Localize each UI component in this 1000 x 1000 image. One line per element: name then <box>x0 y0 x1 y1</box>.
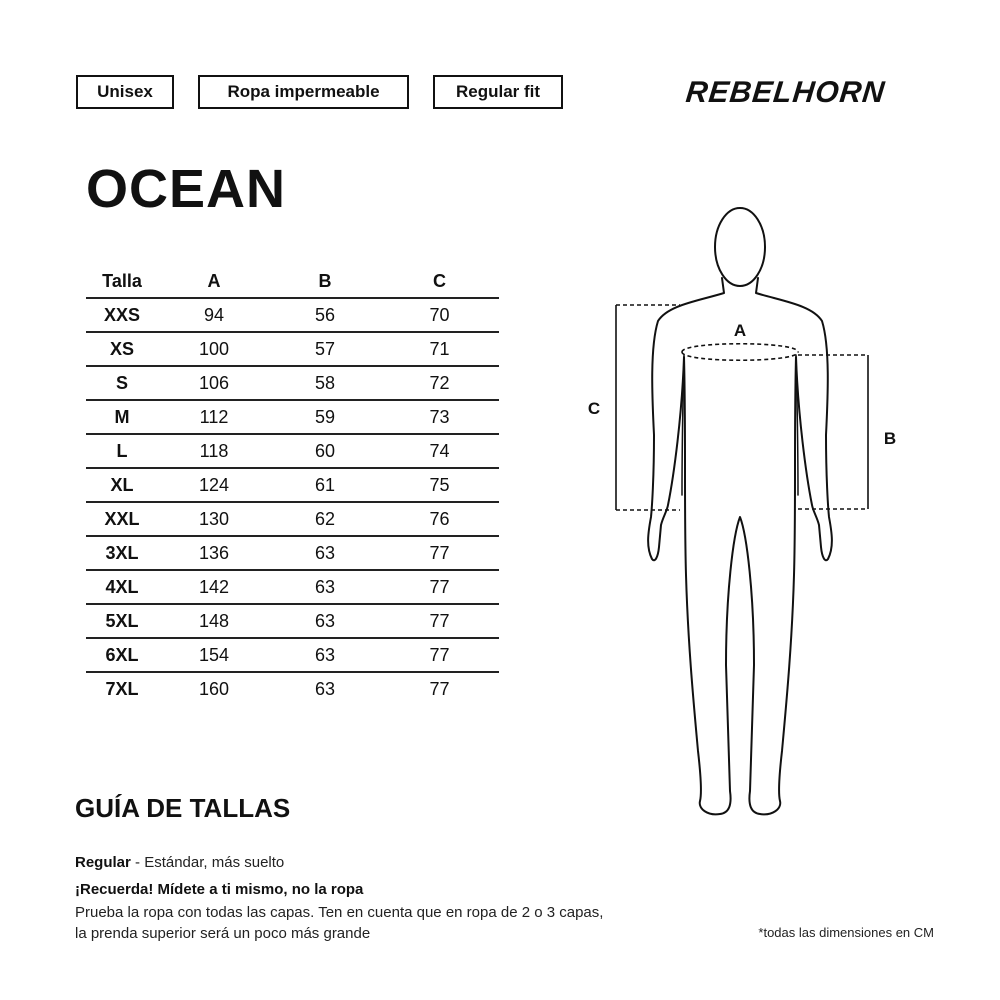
reminder-line-2: la prenda superior será un poco más grande <box>75 925 371 942</box>
value-b-cell: 63 <box>270 536 380 570</box>
value-c-cell: 76 <box>380 502 499 536</box>
value-a-cell: 160 <box>198 678 230 699</box>
value-c-cell: 71 <box>380 332 499 366</box>
value-c-cell: 77 <box>380 638 499 672</box>
size-table <box>86 266 499 705</box>
value-a-cell: 136 <box>158 536 270 570</box>
value-c-cell: 77 <box>380 536 499 570</box>
fit-description <box>75 854 284 871</box>
value-a-cell: 124 <box>158 468 270 502</box>
tag-waterproof: Ropa impermeable <box>198 75 409 109</box>
value-b-cell: 60 <box>270 434 380 468</box>
value-a-cell: 130 <box>158 502 270 536</box>
table-row <box>86 536 499 570</box>
value-a-cell: 154 <box>158 638 270 672</box>
size-cell: 5XL <box>86 604 158 638</box>
table-row <box>86 298 499 332</box>
value-c-cell: 72 <box>380 366 499 400</box>
value-b-cell: 59 <box>270 400 380 434</box>
table-row <box>86 468 499 502</box>
size-cell: 6XL <box>86 638 158 672</box>
value-c-cell: 75 <box>380 468 499 502</box>
table-row <box>86 638 499 672</box>
brand-logo: REBELHORN <box>684 76 887 109</box>
value-c-cell: 74 <box>380 434 499 468</box>
table-row <box>86 434 499 468</box>
guide-title: GUÍA DE TALLAS <box>75 793 291 823</box>
body-measurement-diagram <box>570 195 900 835</box>
reminder-title: ¡Recuerda! Mídete a ti mismo, no la ropa <box>75 881 364 898</box>
value-b-cell: 63 <box>314 678 336 699</box>
size-cell: 7XL <box>105 678 139 699</box>
tag-unisex: Unisex <box>76 75 174 109</box>
value-c-cell: 77 <box>429 678 450 699</box>
value-c-cell: 70 <box>380 298 499 332</box>
size-cell: M <box>86 400 158 434</box>
value-a-cell: 94 <box>158 298 270 332</box>
header-a: A <box>158 266 270 298</box>
header-b: B <box>270 266 380 298</box>
table-row <box>86 502 499 536</box>
product-title: OCEAN <box>86 159 287 219</box>
value-a-cell: 142 <box>158 570 270 604</box>
size-cell: 3XL <box>86 536 158 570</box>
value-a-cell: 112 <box>158 400 270 434</box>
table-row <box>86 570 499 604</box>
size-cell: XXL <box>86 502 158 536</box>
value-c-cell: 77 <box>380 570 499 604</box>
value-a-cell: 100 <box>158 332 270 366</box>
size-cell: XL <box>86 468 158 502</box>
value-c-cell: 73 <box>380 400 499 434</box>
size-cell: XXS <box>86 298 158 332</box>
fit-desc: - Estándar, más suelto <box>130 854 285 871</box>
fit-name: Regular <box>75 854 131 871</box>
value-b-cell: 63 <box>270 570 380 604</box>
table-row <box>86 672 499 705</box>
table-row <box>86 400 499 434</box>
value-b-cell: 56 <box>270 298 380 332</box>
value-b-cell: 58 <box>270 366 380 400</box>
units-note: *todas las dimensiones en CM <box>758 925 934 940</box>
value-b-cell: 62 <box>270 502 380 536</box>
header-c: C <box>380 266 499 298</box>
value-b-cell: 57 <box>270 332 380 366</box>
value-a-cell: 106 <box>158 366 270 400</box>
header-size: Talla <box>86 266 158 298</box>
size-cell: L <box>86 434 158 468</box>
table-row <box>86 332 499 366</box>
size-table-header <box>86 266 499 298</box>
table-row <box>86 366 499 400</box>
size-cell: S <box>86 366 158 400</box>
size-cell: XS <box>86 332 158 366</box>
size-table-body <box>86 298 499 705</box>
tag-regular-fit: Regular fit <box>433 75 563 109</box>
value-b-cell: 63 <box>270 604 380 638</box>
label-c: C <box>587 399 601 418</box>
label-b: B <box>883 429 897 448</box>
value-b-cell: 63 <box>270 638 380 672</box>
label-a: A <box>733 321 747 340</box>
table-row <box>86 604 499 638</box>
value-a-cell: 118 <box>158 434 270 468</box>
body-outline <box>648 208 832 814</box>
value-b-cell: 61 <box>270 468 380 502</box>
size-cell: 4XL <box>86 570 158 604</box>
reminder-line-1: Prueba la ropa con todas las capas. Ten en cuenta que en ropa de 2 o 3 capas, <box>75 904 604 921</box>
value-c-cell: 77 <box>380 604 499 638</box>
value-a-cell: 148 <box>158 604 270 638</box>
reminder-body <box>75 902 675 944</box>
